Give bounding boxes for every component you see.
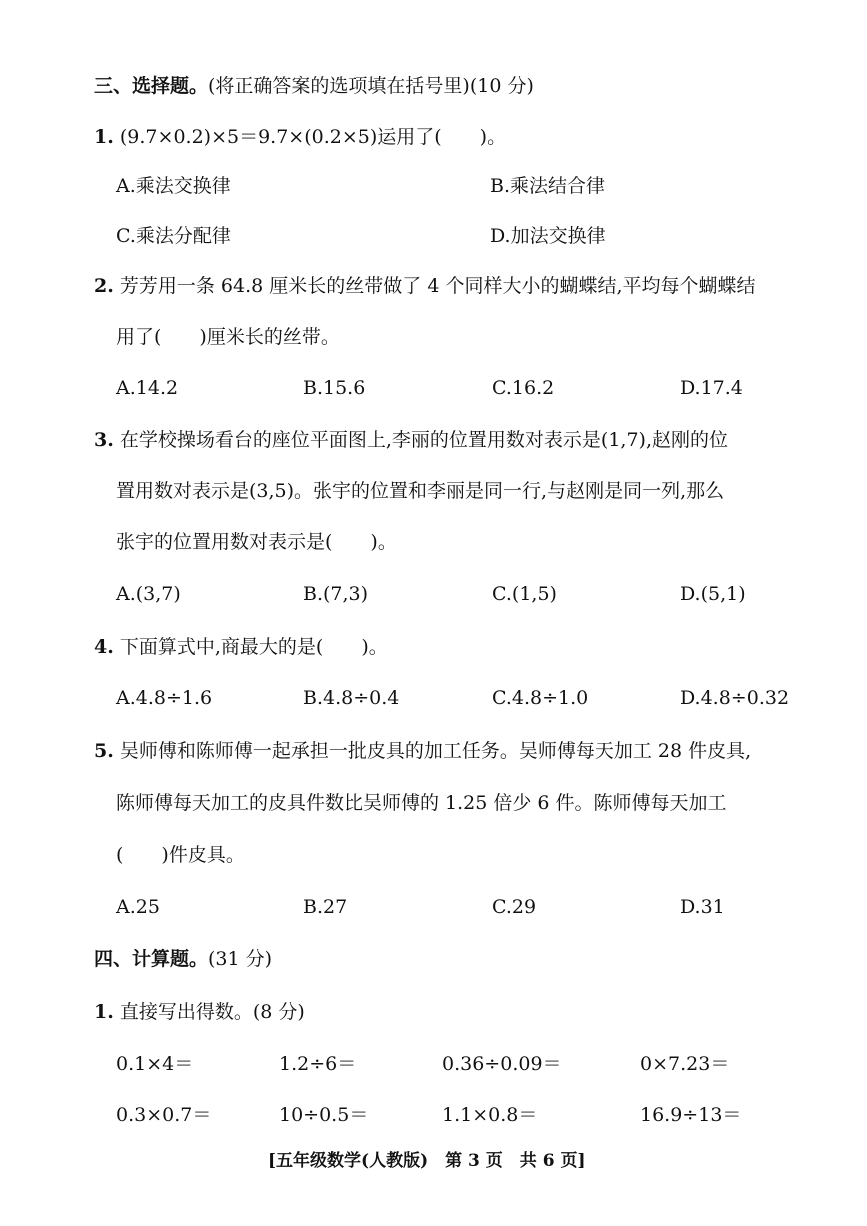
q4-option-b: B.4.8÷0.4 <box>303 687 400 709</box>
q3-option-a: A.(3,7) <box>116 583 181 605</box>
q2-option-b: B.15.6 <box>303 377 366 399</box>
question-number: 1. <box>94 126 114 148</box>
q1-option-a: A.乘法交换律 <box>116 175 231 197</box>
question-3-line2: 置用数对表示是(3,5)。张宇的位置和李丽是同一行,与赵刚是同一列,那么 <box>116 480 725 502</box>
question-number: 2. <box>94 275 114 297</box>
q5-option-a: A.25 <box>116 896 160 918</box>
q4-option-c: C.4.8÷1.0 <box>492 687 589 709</box>
calc-item: 1.2÷6＝ <box>279 1053 357 1075</box>
question-2 <box>94 273 755 299</box>
question-2-line2: 用了( )厘米长的丝带。 <box>116 326 340 348</box>
q3-option-d: D.(5,1) <box>680 583 746 605</box>
calc-item: 0.3×0.7＝ <box>116 1104 212 1126</box>
section-3-note: (将正确答案的选项填在括号里)(10 分) <box>208 75 534 97</box>
calc-item: 0.1×4＝ <box>116 1053 194 1075</box>
q3-option-c: C.(1,5) <box>492 583 557 605</box>
calc-item: 16.9÷13＝ <box>640 1104 742 1126</box>
q4-option-d: D.4.8÷0.32 <box>680 687 790 709</box>
question-5-line2: 陈师傅每天加工的皮具件数比吴师傅的 1.25 倍少 6 件。陈师傅每天加工 <box>116 792 727 814</box>
question-text: 直接写出得数。(8 分) <box>119 1001 305 1023</box>
q2-option-d: D.17.4 <box>680 377 743 399</box>
calc-item: 0×7.23＝ <box>640 1053 730 1075</box>
section-4-header <box>94 946 272 972</box>
question-text: (9.7×0.2)×5＝9.7×(0.2×5)运用了( )。 <box>119 126 507 148</box>
question-text-line1: 芳芳用一条 64.8 厘米长的丝带做了 4 个同样大小的蝴蝶结,平均每个蝴蝶结 <box>119 275 756 297</box>
calc-question-1 <box>94 999 305 1025</box>
page-footer: [五年级数学(人教版) 第 3 页 共 6 页] <box>268 1151 586 1171</box>
q1-option-b: B.乘法结合律 <box>490 175 606 197</box>
question-3-line3: 张宇的位置用数对表示是( )。 <box>116 531 397 553</box>
calc-item: 10÷0.5＝ <box>279 1104 369 1126</box>
section-3-title: 三、选择题。 <box>94 75 209 97</box>
calc-item: 0.36÷0.09＝ <box>442 1053 562 1075</box>
section-4-note: (31 分) <box>208 948 273 970</box>
question-4 <box>94 634 388 660</box>
question-5 <box>94 738 751 764</box>
q4-option-a: A.4.8÷1.6 <box>116 687 213 709</box>
q5-option-c: C.29 <box>492 896 537 918</box>
q5-option-d: D.31 <box>680 896 725 918</box>
question-number: 4. <box>94 636 114 658</box>
question-1 <box>94 124 506 150</box>
question-text-line1: 在学校操场看台的座位平面图上,李丽的位置用数对表示是(1,7),赵刚的位 <box>119 429 729 451</box>
section-3-header <box>94 73 534 99</box>
question-3 <box>94 427 728 453</box>
question-text-line1: 吴师傅和陈师傅一起承担一批皮具的加工任务。吴师傅每天加工 28 件皮具, <box>119 740 752 762</box>
q1-option-c: C.乘法分配律 <box>116 225 231 247</box>
q2-option-c: C.16.2 <box>492 377 555 399</box>
calc-item: 1.1×0.8＝ <box>442 1104 538 1126</box>
question-number: 5. <box>94 740 114 762</box>
q3-option-b: B.(7,3) <box>303 583 369 605</box>
q1-option-d: D.加法交换律 <box>490 225 606 247</box>
question-number: 3. <box>94 429 114 451</box>
question-text: 下面算式中,商最大的是( )。 <box>119 636 388 658</box>
section-4-title: 四、计算题。 <box>94 948 209 970</box>
q5-option-b: B.27 <box>303 896 348 918</box>
q2-option-a: A.14.2 <box>116 377 179 399</box>
question-5-line3: ( )件皮具。 <box>116 844 245 866</box>
question-number: 1. <box>94 1001 114 1023</box>
